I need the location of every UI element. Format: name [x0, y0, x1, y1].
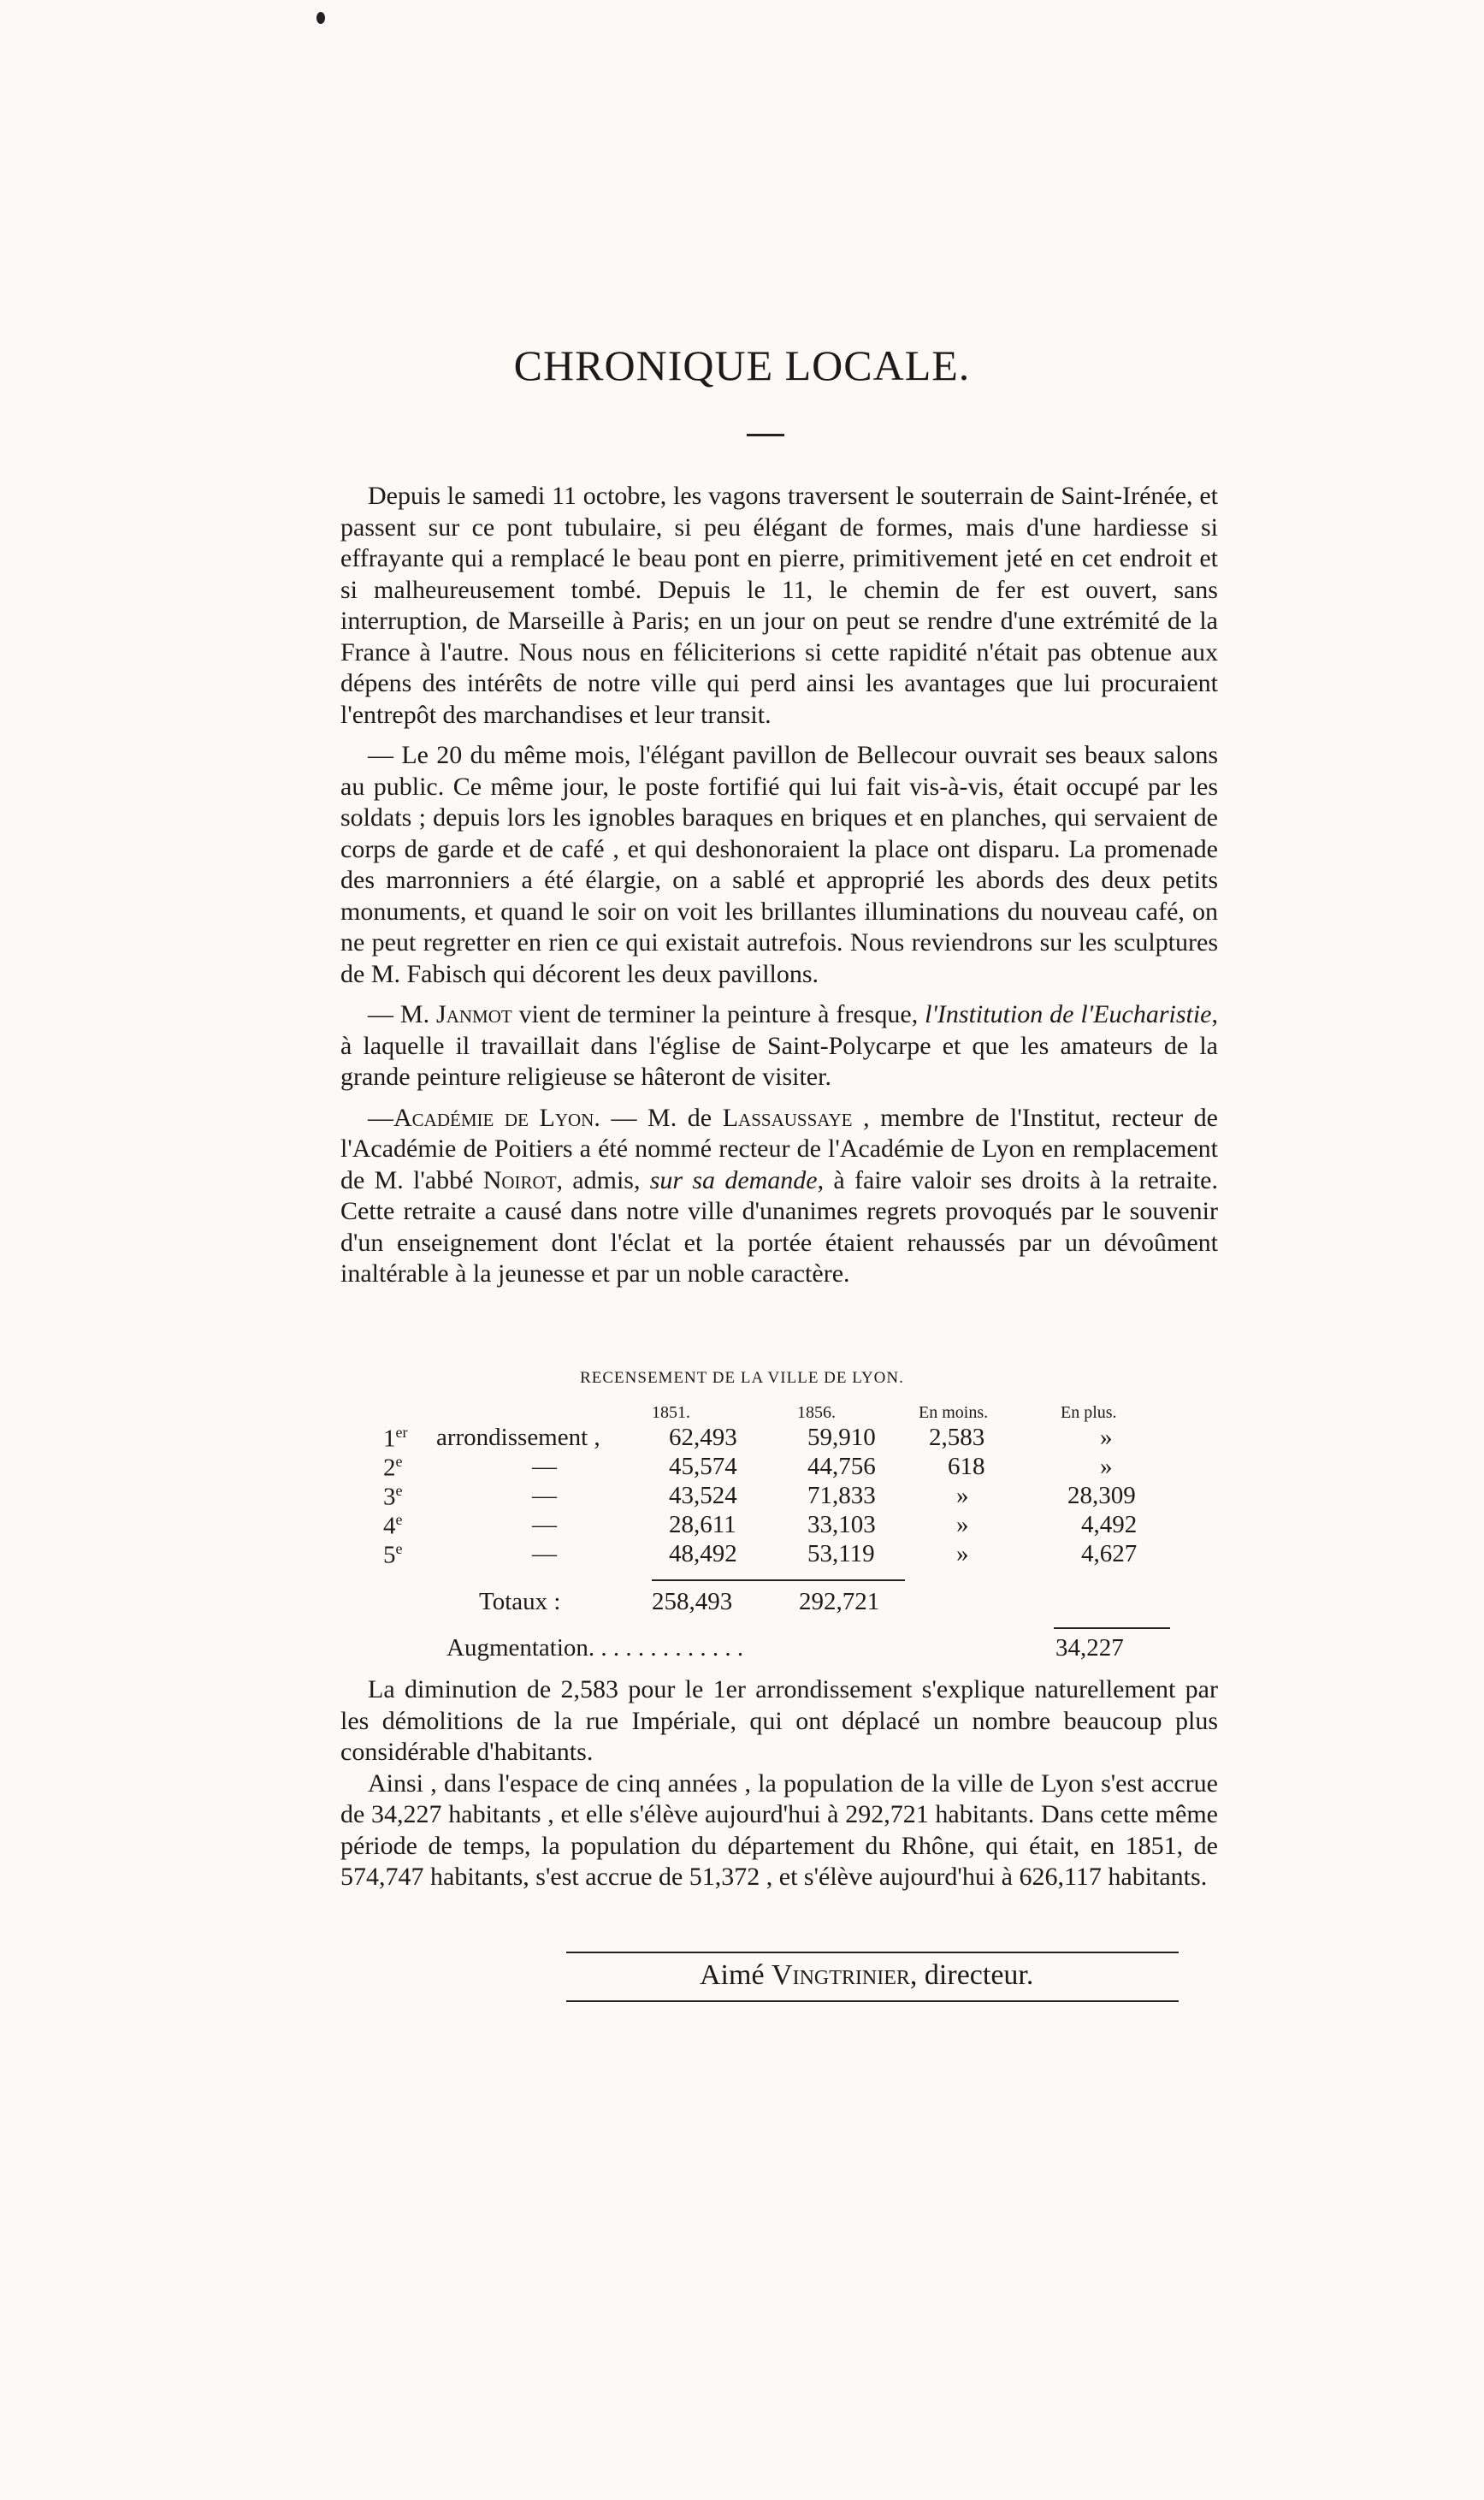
row-1-plus: » [1100, 1424, 1113, 1451]
row-5-number: 5e [383, 1540, 403, 1569]
row-5-label: — [532, 1540, 557, 1567]
paragraph-diminution: La diminution de 2,583 pour le 1er arrondissement s'explique naturellement par les démolitions de la rue Impériale, qui ont déplacé un nombre beaucoup plus considérable d'habitants. [340, 1675, 1218, 1766]
totals-rule [652, 1579, 905, 1581]
row-1-1851: 62,493 [669, 1424, 737, 1451]
row-3-1851: 43,524 [669, 1482, 737, 1509]
paragraph-railway: Depuis le samedi 11 octobre, les vagons traversent le souterrain de Saint-Irénée, et passent sur ce pont tubulaire, si peu élégant de formes, mais d'une hardiesse si effrayante qui a remplacé le beau pont en pierre, primitivement jeté en cet endroit et si malheureusement tombé. Depuis le 11, le chemin de fer est ouvert, sans interruption, de Marseille à Paris; en un jour on peut se rendre d'une extrémité de la France à l'autre. Nous nous en féliciterions si cette rapidité n'était pas obtenue aux dépens des intérêts de notre ville qui perd ainsi les avantages que lui procuraient l'entrepôt des marchandises et leur transit. [340, 482, 1218, 729]
signature [700, 1959, 1033, 1992]
row-5-1856: 53,119 [807, 1540, 875, 1567]
page-title: CHRONIQUE LOCALE. [513, 341, 971, 389]
row-4-number: 4e [383, 1511, 403, 1540]
page-mark [316, 12, 325, 24]
text: , admis, [556, 1165, 650, 1194]
row-1-1856: 59,910 [807, 1424, 876, 1451]
paragraph-bellecour: — Le 20 du même mois, l'élégant pavillon de Bellecour ouvrait ses beaux salons au public. Ce même jour, le poste fortifié qui lui fait vis-à-vis, était occupé par les soldats ; depuis lors les ignobles baraques en briques et en planches, qui servaient de corps de garde et de café , et qui deshonoraient la place ont disparu. La promenade des marronniers a été élargie, on a sablé et approprié les abords des deux petits monuments, et quand le soir on voit les brillantes illuminations du nouveau café, on ne peut regretter en rien ce qui existait autrefois. Nous reviendrons sur les sculptures de M. Fabisch qui décorent les deux pavillons. [340, 741, 1218, 988]
row-2-number: 2e [383, 1453, 403, 1482]
row-3-1856: 71,833 [807, 1482, 876, 1509]
augmentation-rule [1054, 1627, 1170, 1629]
section-heading: Académie de Lyon. [393, 1103, 600, 1132]
header-1856: 1856. [797, 1403, 836, 1422]
row-2-plus: » [1100, 1453, 1113, 1480]
text: — [368, 1103, 393, 1132]
paragraph-janmot [340, 999, 1218, 1093]
row-2-1851: 45,574 [669, 1453, 737, 1480]
text: , membre de l'Institut, recteur de l'Académie de Poitiers a été nommé recteur de l'Académie de Lyon en remplacement de M. l'abbé [340, 1103, 1218, 1194]
text: — M. [368, 1000, 437, 1028]
signature-first-name: Aimé [700, 1959, 765, 1991]
row-2-1856: 44,756 [807, 1453, 876, 1480]
emphasis: sur sa demande [649, 1165, 818, 1194]
row-1-number: 1er [383, 1424, 408, 1453]
row-3-label: — [532, 1482, 557, 1509]
augmentation-label: Augmentation. . . . . . . . . . . . . [446, 1634, 744, 1662]
article-body [340, 481, 1218, 1300]
header-en-plus: En plus. [1061, 1403, 1117, 1422]
row-2-label: — [532, 1453, 557, 1480]
row-1-label: arrondissement , [436, 1424, 600, 1451]
total-1851: 258,493 [652, 1588, 733, 1615]
title-divider [747, 434, 784, 436]
person-name: Lassaussaye [722, 1103, 853, 1132]
signature-rule-bottom [566, 2000, 1179, 2002]
row-5-plus: 4,627 [1081, 1540, 1138, 1567]
row-4-1851: 28,611 [669, 1511, 736, 1538]
row-4-label: — [532, 1511, 557, 1538]
person-name: Janmot [436, 1000, 512, 1028]
text: , à faire valoir ses droits à la retraite. Cette retraite a causé dans notre ville d'unanimes regrets provoqués par le souvenir d'un enseignement dont l'éclat et la portée étaient rehaussés par un dévoûment inaltérable à la jeunesse et par un noble caractère. [340, 1165, 1218, 1288]
header-en-moins: En moins. [919, 1403, 989, 1422]
text: vient de terminer la peinture à fresque, [511, 1000, 925, 1028]
row-5-moins: » [956, 1540, 969, 1567]
row-3-plus: 28,309 [1067, 1482, 1136, 1509]
row-1-moins: 2,583 [929, 1424, 985, 1451]
row-4-1856: 33,103 [807, 1511, 876, 1538]
total-1856: 292,721 [799, 1588, 880, 1615]
signature-surname: Vingtrinier [772, 1959, 910, 1991]
row-3-moins: » [956, 1482, 969, 1509]
text: , à laquelle il travaillait dans l'église de Saint-Polycarpe et que les amateurs de la grande peinture religieuse se hâteront de visiter. [340, 1000, 1218, 1091]
row-4-moins: » [956, 1511, 969, 1538]
row-5-1851: 48,492 [669, 1540, 737, 1567]
header-1851: 1851. [652, 1403, 690, 1422]
totals-label: Totaux : [479, 1588, 561, 1615]
augmentation-value: 34,227 [1055, 1634, 1124, 1662]
row-3-number: 3e [383, 1482, 403, 1511]
row-4-plus: 4,492 [1081, 1511, 1138, 1538]
artwork-title: l'Institution de l'Eucharistie [925, 1000, 1212, 1028]
row-2-moins: 618 [948, 1453, 985, 1480]
closing-text [340, 1674, 1218, 1893]
text: — M. de [600, 1103, 723, 1132]
signature-role: , directeur. [909, 1959, 1034, 1991]
paragraph-population: Ainsi , dans l'espace de cinq années , la population de la ville de Lyon s'est accrue de 34,227 habitants , et elle s'élève aujourd'hui à 292,721 habitants. Dans cette même période de temps, la population du département du Rhône, qui était, en 1851, de 574,747 habitants, s'est accrue de 51,372 , et s'élève aujourd'hui à 626,117 habitants. [340, 1768, 1218, 1891]
census-table-title: RECENSEMENT DE LA VILLE DE LYON. [580, 1369, 904, 1387]
person-name: Noirot [482, 1165, 557, 1194]
paragraph-academie [340, 1103, 1218, 1290]
signature-rule-top [566, 1952, 1179, 1953]
